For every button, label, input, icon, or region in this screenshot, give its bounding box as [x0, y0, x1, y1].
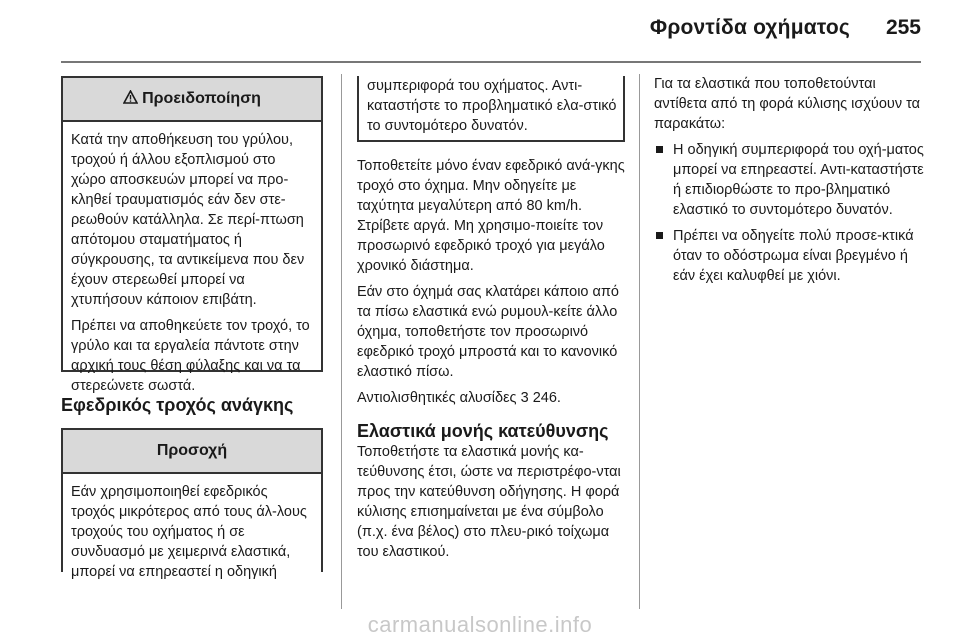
section-heading-directional-tyres: Ελαστικά μονής κατεύθυνσης — [357, 421, 609, 441]
body-paragraph: Για τα ελαστικά που τοποθετούνται αντίθετα από τη φορά κύλισης ισχύουν τα παρακάτω: — [654, 76, 921, 132]
bullet-square-icon — [656, 146, 663, 153]
list-item — [654, 140, 926, 220]
caution-box — [61, 428, 323, 580]
column-divider — [639, 74, 640, 609]
page-reference-icon: 3 — [520, 390, 529, 406]
list-item — [654, 226, 926, 286]
caution-box-header — [63, 430, 321, 474]
caution-continued-text: συμπεριφορά του οχήματος. Αντι-καταστήστε το προβληματικό ελα-στικό το συντομότερο δυνατόν. — [367, 78, 617, 134]
page-title: Φροντίδα οχήματος — [649, 16, 850, 39]
bullet-square-icon — [656, 232, 663, 239]
caution-heading: Προσοχή — [156, 442, 228, 459]
column-divider — [341, 74, 342, 609]
warning-box — [61, 76, 323, 394]
body-paragraph: Τοποθετήστε τα ελαστικά μονής κα-τεύθυνσης έτσι, ώστε να περιστρέφο-νται προς την κατεύθυνση οδήγησης. Η φορά κύλισης επισημαίνεται με ένα σύμβολο (π.χ. ένα βέλος) στο πλευ-ρικό τοίχωμα του ελαστικού. — [357, 444, 621, 560]
caution-text: Εάν χρησιμοποιηθεί εφεδρικός τροχός μικρότερος από τους άλ-λους τροχούς του οχήματος ή σε συνδυασμό με χειμερινά ελαστικά, μπορεί να επηρεαστεί η οδηγική — [71, 484, 307, 580]
cross-reference-text: Αντιολισθητικές αλυσίδες — [357, 390, 517, 406]
section-heading-spare-wheel: Εφεδρικός τροχός ανάγκης — [61, 395, 294, 415]
warning-box-header — [63, 78, 321, 122]
column-right — [654, 76, 926, 292]
warning-triangle-icon — [123, 78, 138, 120]
list-item-text: Πρέπει να οδηγείτε πολύ προσε-κτικά όταν το οδόστρωμα είναι βρεγμένο ή εάν έχει καλυφθεί με χιόνι. — [673, 228, 914, 284]
warning-paragraph: Κατά την αποθήκευση του γρύλου, τροχού ή άλλου εξοπλισμού στο χώρο αποσκευών μπορεί να προ-κληθεί τραυματισμός εάν δεν στε-ρεωθούν κατάλληλα. Σε περί-πτωση απότομου σταματήματος ή σύγκρουσης, τα αντικείμενα που δεν έχουν στερεωθεί μπορεί να χτυπήσουν κάποιον επιβάτη. — [71, 132, 305, 308]
warning-paragraph: Πρέπει να αποθηκεύετε τον τροχό, το γρύλο και τα εργαλεία πάντοτε στην αρχική τους θέση φύλαξης και να τα στερεώνετε σωστά. — [71, 318, 310, 394]
cross-reference — [357, 388, 625, 408]
body-paragraph: Τοποθετείτε μόνο έναν εφεδρικό ανά-γκης τροχό στο όχημα. Μην οδηγείτε με ταχύτητα μεγαλύτερη από 80 km/h. Στρίβετε αργά. Μη χρησιμο-ποιείτε τον προσωρινό εφεδρικό τροχό για μεγάλο χρονικό διάστημα. — [357, 158, 625, 274]
header-divider — [61, 61, 921, 63]
column-middle — [357, 76, 625, 568]
watermark: carmanualsonline.info — [367, 612, 593, 637]
bullet-list — [654, 140, 926, 286]
cross-reference-page: 246. — [532, 390, 561, 406]
column-left — [61, 76, 323, 580]
page-number: 255 — [885, 16, 921, 39]
page-header — [0, 0, 960, 62]
list-item-text: Η οδηγική συμπεριφορά του οχή-ματος μπορεί να επηρεαστεί. Αντι-καταστήστε ή επιδιορθώστε το προ-βληματικό ελαστικό το συντομότερο δυνατόν. — [673, 142, 924, 218]
caution-box-continued — [357, 76, 625, 142]
body-paragraph: Εάν στο όχημά σας κλατάρει κάποιο από τα πίσω ελαστικά ενώ ρυμουλ-κείτε άλλο όχημα, τοποθετήστε τον προσωρινό εφεδρικό τροχό μπροστά και το κανονικό ελαστικό πίσω. — [357, 284, 619, 380]
warning-heading: Προειδοποίηση — [142, 90, 261, 107]
